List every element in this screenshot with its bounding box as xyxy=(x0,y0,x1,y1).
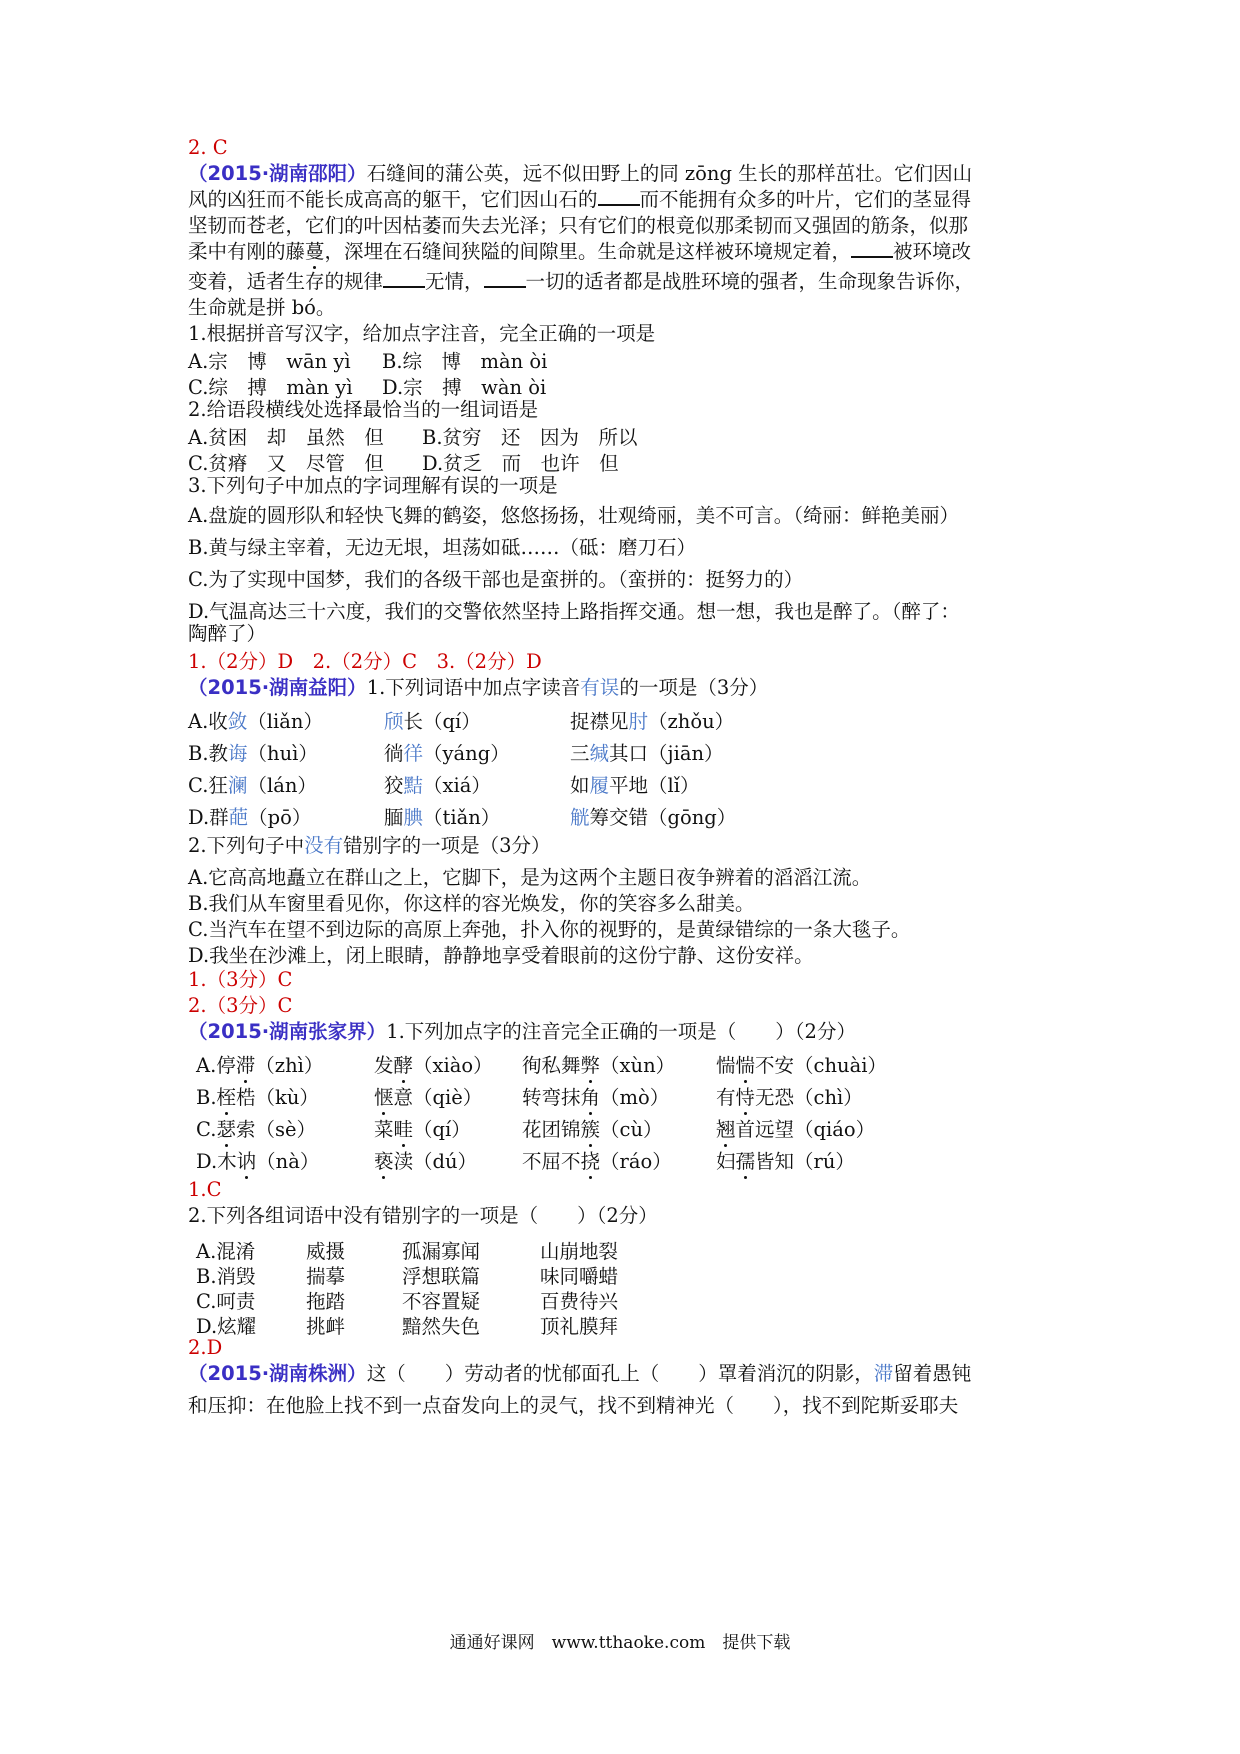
text: 而不能拥有众多的叶片，它们的茎显得 xyxy=(639,188,972,211)
option-d: D.宗 搏 wàn òi xyxy=(382,376,547,399)
source-tag: （2015·湖南张家界） xyxy=(188,1020,387,1043)
word-cell: 百费待兴 xyxy=(540,1290,619,1313)
marked-char: 滞 xyxy=(235,1054,256,1077)
option-c: C.综 搏 màn yì xyxy=(188,376,353,399)
text: （lán） xyxy=(247,774,317,797)
option-cell xyxy=(716,1146,855,1174)
passage-line xyxy=(188,188,971,212)
text: 惴 xyxy=(716,1054,736,1077)
option-cell xyxy=(716,1050,887,1078)
marked-char: 惬 xyxy=(374,1086,394,1109)
option-cell xyxy=(374,1146,477,1174)
question-stem xyxy=(188,834,551,858)
page-footer: 通通好课网 www.tthaoke.com 提供下载 xyxy=(449,1633,791,1653)
text: 梏（kù） xyxy=(236,1086,319,1109)
source-tag: （2015·湖南株洲） xyxy=(188,1362,367,1385)
option-cell xyxy=(570,706,734,734)
text: C. xyxy=(196,1118,217,1141)
word-cell: 孤漏寡闻 xyxy=(402,1240,481,1263)
source-tag: （2015·湖南邵阳） xyxy=(188,162,367,185)
text: 发 xyxy=(374,1054,394,1077)
text: （mò） xyxy=(600,1086,670,1109)
text: 石缝间的蒲公英，远不似田野上的同 zōng 生长的那样茁壮。它们因山 xyxy=(366,162,973,185)
text: 柔中有刚的藤 xyxy=(188,240,306,263)
passage-line xyxy=(188,240,971,264)
marked-char: 瑟 xyxy=(216,1118,236,1141)
text: 这（ ）劳动者的忧郁面孔上（ ）罩着消沉的阴影， xyxy=(366,1362,874,1385)
text: （xùn） xyxy=(600,1054,676,1077)
question-stem xyxy=(188,322,655,346)
text: 花团锦 xyxy=(522,1118,581,1141)
option-cell xyxy=(188,770,317,798)
text: 首远望（qiáo） xyxy=(735,1118,876,1141)
text: B.教 xyxy=(188,742,229,765)
option-a: A.盘旋的圆形队和轻快飞舞的鹤姿，悠悠扬扬，壮观绮丽，美不可言。（绮丽：鲜艳美丽） xyxy=(188,504,960,527)
marked-char: 酵 xyxy=(393,1054,414,1077)
marked-char: 徉 xyxy=(403,742,424,765)
text: ，深埋在石缝间狭隘的间隙里。生命就是这样被环境规定着， xyxy=(324,240,852,263)
answer-line: 1.（2分）D 2.（2分）C 3.（2分）D xyxy=(188,650,542,673)
text: 无恐（chì） xyxy=(755,1086,863,1109)
text: （xiào） xyxy=(413,1054,493,1077)
fill-blank xyxy=(383,270,425,288)
marked-char: 角 xyxy=(580,1086,601,1109)
text: 皆知（rú） xyxy=(755,1150,855,1173)
answer-line: 1.C xyxy=(188,1178,222,1201)
fill-blank xyxy=(851,240,893,258)
text: A.停 xyxy=(196,1054,236,1077)
option-cell xyxy=(522,1146,672,1174)
text: 没有 xyxy=(304,834,344,857)
word-cell: A.混淆 xyxy=(196,1240,256,1263)
text: 平地（lǐ） xyxy=(609,774,700,797)
text: 捉襟见 xyxy=(570,710,629,733)
option-cell xyxy=(716,1082,863,1110)
text: 1.下列词语中加点字读音 xyxy=(366,676,581,699)
word-cell: D.炫耀 xyxy=(196,1315,257,1338)
marked-char: 腆 xyxy=(403,806,424,829)
word-cell: 揣摹 xyxy=(306,1265,346,1288)
text: （tiǎn） xyxy=(423,806,501,829)
option-cell xyxy=(570,770,700,798)
text: （pō） xyxy=(248,806,312,829)
option-b: B.我们从车窗里看见你，你这样的容光焕发，你的笑容多么甜美。 xyxy=(188,892,755,915)
option-a: A.它高高地矗立在群山之上，它脚下，是为这两个主题日夜争辨着的滔滔江流。 xyxy=(188,866,872,889)
option-cell xyxy=(374,1050,493,1078)
text: 意（qiè） xyxy=(393,1086,483,1109)
marked-char: 履 xyxy=(589,774,610,797)
option-cell xyxy=(188,706,323,734)
option-cell xyxy=(522,1050,675,1078)
text: 徇私舞 xyxy=(522,1054,581,1077)
option-cell xyxy=(716,1114,875,1142)
text: B. xyxy=(196,1086,217,1109)
text: 留着愚钝 xyxy=(893,1362,972,1385)
section-header xyxy=(188,1362,971,1386)
text: （qí） xyxy=(413,1118,471,1141)
marked-char: 簇 xyxy=(580,1118,601,1141)
question-stem: 2.下列各组词语中没有错别字的一项是（ ）（2分） xyxy=(188,1204,658,1227)
option-cell xyxy=(188,738,318,766)
text: D.木 xyxy=(196,1150,237,1173)
option-c: C.贫瘠 又 尽管 但 xyxy=(188,452,384,475)
text: （nà） xyxy=(256,1150,320,1173)
marked-char: 葩 xyxy=(228,806,249,829)
text: D.群 xyxy=(188,806,229,829)
option-cell xyxy=(188,802,311,830)
answer-line: 2.（3分）C xyxy=(188,994,293,1017)
marked-char: 肘 xyxy=(628,710,649,733)
text: 其口（jiān） xyxy=(609,742,724,765)
option-cell xyxy=(384,706,481,734)
answer-line: 1.（3分）C xyxy=(188,968,293,991)
option-b: B.综 博 màn òi xyxy=(382,350,548,373)
text: 不屈不 xyxy=(522,1150,581,1173)
option-cell xyxy=(570,802,736,830)
passage-line: 坚韧而苍老，它们的叶因枯萎而失去光泽；只有它们的根竟似那柔韧而又强固的筋条，似那 xyxy=(188,214,969,237)
option-cell xyxy=(196,1050,323,1078)
text: 腼 xyxy=(384,806,404,829)
text: 筹交错（gōng） xyxy=(589,806,737,829)
option-d: D.气温高达三十六度，我们的交警依然坚持上路指挥交通。想一想，我也是醉了。（醉了： xyxy=(188,600,960,623)
marked-char: 翘 xyxy=(716,1118,736,1141)
marked-char: 缄 xyxy=(589,742,610,765)
marked-char: 黠 xyxy=(403,774,424,797)
option-cell xyxy=(196,1114,316,1142)
marked-char: 亵 xyxy=(374,1150,394,1173)
word-cell: 山崩地裂 xyxy=(540,1240,619,1263)
answer-line: 2. C xyxy=(188,136,228,159)
text: 给加点字注音，完全正确的一项是 xyxy=(362,322,656,345)
option-b: B.贫穷 还 因为 所以 xyxy=(422,426,638,449)
option-cell xyxy=(374,1114,471,1142)
word-cell: C.呵责 xyxy=(196,1290,256,1313)
text: 被环境改 xyxy=(893,240,972,263)
marked-char: 畦 xyxy=(393,1118,414,1141)
marked-char: 恃 xyxy=(735,1086,756,1109)
word-cell: 浮想联篇 xyxy=(402,1265,481,1288)
marked-char: 弊 xyxy=(580,1054,601,1077)
word-cell: 挑衅 xyxy=(306,1315,346,1338)
marked-char: 觥 xyxy=(570,806,590,829)
text: 1.下列加点字的注音完全正确的一项是（ ）（2分） xyxy=(386,1020,856,1043)
passage-line: 生命就是拼 bó。 xyxy=(188,296,336,319)
marked-char: 诲 xyxy=(228,742,248,765)
option-cell xyxy=(196,1082,319,1110)
text: 一切的适者都是战胜环境的强者，生命现象告诉你， xyxy=(525,270,975,293)
text: （yáng） xyxy=(423,742,510,765)
option-a: A.宗 博 wān yì xyxy=(188,350,351,373)
text: 妇 xyxy=(716,1150,736,1173)
fill-blank xyxy=(598,188,640,206)
text: （liǎn） xyxy=(247,710,323,733)
text: 错别字的一项是（3分） xyxy=(343,834,551,857)
fill-blank xyxy=(484,270,526,288)
text: 滞 xyxy=(873,1362,894,1385)
dotted-char: 蔓 xyxy=(305,240,325,263)
word-cell: B.消毁 xyxy=(196,1265,256,1288)
word-cell: 拖踏 xyxy=(306,1290,346,1313)
option-c: C.当汽车在望不到边际的高原上奔弛，扑入你的视野的，是黄绿错综的一条大毯子。 xyxy=(188,918,911,941)
marked-char: 澜 xyxy=(227,774,248,797)
option-b: B.黄与绿主宰着，无边无垠，坦荡如砥……（砥：磨刀石） xyxy=(188,536,697,559)
text: 变着，适者生存的规律 xyxy=(188,270,384,293)
question-stem: 3.下列句子中加点的字词理解有误的一项是 xyxy=(188,474,558,497)
option-d: D.我坐在沙滩上，闭上眼睛，静静地享受着眼前的这份宁静、这份安祥。 xyxy=(188,944,814,967)
text: 菜 xyxy=(374,1118,394,1141)
text: 无情， xyxy=(425,270,484,293)
section-header xyxy=(188,1020,856,1044)
option-d-cont: 陶醉了） xyxy=(188,622,267,645)
word-cell: 味同嚼蜡 xyxy=(540,1265,619,1288)
option-a: A.贫困 却 虽然 但 xyxy=(188,426,384,449)
question-stem: 2.给语段横线处选择最恰当的一组词语是 xyxy=(188,398,539,421)
text: C.狂 xyxy=(188,774,228,797)
marked-char: 惴 xyxy=(735,1054,756,1077)
text: 徜 xyxy=(384,742,404,765)
option-d: D.贫乏 而 也许 但 xyxy=(422,452,619,475)
text: 如 xyxy=(570,774,590,797)
text: （zhì） xyxy=(255,1054,324,1077)
text: 转弯抹 xyxy=(522,1086,581,1109)
text: 1.根据拼音写汉字， xyxy=(188,322,363,345)
text: 风的凶狂而不能长成高高的躯干，它们因山石的 xyxy=(188,188,598,211)
option-cell xyxy=(384,770,491,798)
option-cell xyxy=(196,1146,319,1174)
marked-char: 孺 xyxy=(735,1150,756,1173)
word-cell: 威摄 xyxy=(306,1240,346,1263)
passage-line xyxy=(188,162,972,186)
text: 的一项是（3分） xyxy=(619,676,769,699)
answer-line: 2.D xyxy=(188,1336,223,1359)
option-cell xyxy=(384,738,510,766)
passage-line: 和压抑：在他脸上找不到一点奋发向上的灵气，找不到精神光（ ），找不到陀斯妥耶夫 xyxy=(188,1394,959,1417)
text: （huì） xyxy=(247,742,318,765)
marked-char: 桎 xyxy=(216,1086,237,1109)
option-cell xyxy=(570,738,724,766)
source-tag: （2015·湖南益阳） xyxy=(188,676,367,699)
text: 三 xyxy=(570,742,590,765)
text: 狡 xyxy=(384,774,404,797)
marked-char: 讷 xyxy=(236,1150,257,1173)
text: 不安（chuài） xyxy=(755,1054,887,1077)
option-cell xyxy=(374,1082,482,1110)
text: A.收 xyxy=(188,710,228,733)
text: 渎（dú） xyxy=(393,1150,478,1173)
text: （cù） xyxy=(600,1118,663,1141)
text: 2.下列句子中 xyxy=(188,834,305,857)
text: （ráo） xyxy=(600,1150,672,1173)
text: 长（qí） xyxy=(403,710,481,733)
text: 索（sè） xyxy=(235,1118,317,1141)
section-header xyxy=(188,676,768,700)
word-cell: 顶礼膜拜 xyxy=(540,1315,619,1338)
text: （zhǒu） xyxy=(648,710,735,733)
text: 有 xyxy=(716,1086,736,1109)
marked-char: 敛 xyxy=(227,710,248,733)
text: （xiá） xyxy=(423,774,491,797)
marked-char: 挠 xyxy=(580,1150,601,1173)
marked-char: 颀 xyxy=(384,710,404,733)
option-c: C.为了实现中国梦，我们的各级干部也是蛮拼的。（蛮拼的：挺努力的） xyxy=(188,568,804,591)
option-cell xyxy=(522,1082,669,1110)
word-cell: 黯然失色 xyxy=(402,1315,481,1338)
option-cell xyxy=(384,802,500,830)
passage-line xyxy=(188,270,974,294)
option-cell xyxy=(522,1114,663,1142)
text: 有误 xyxy=(580,676,620,699)
word-cell: 不容置疑 xyxy=(402,1290,481,1313)
